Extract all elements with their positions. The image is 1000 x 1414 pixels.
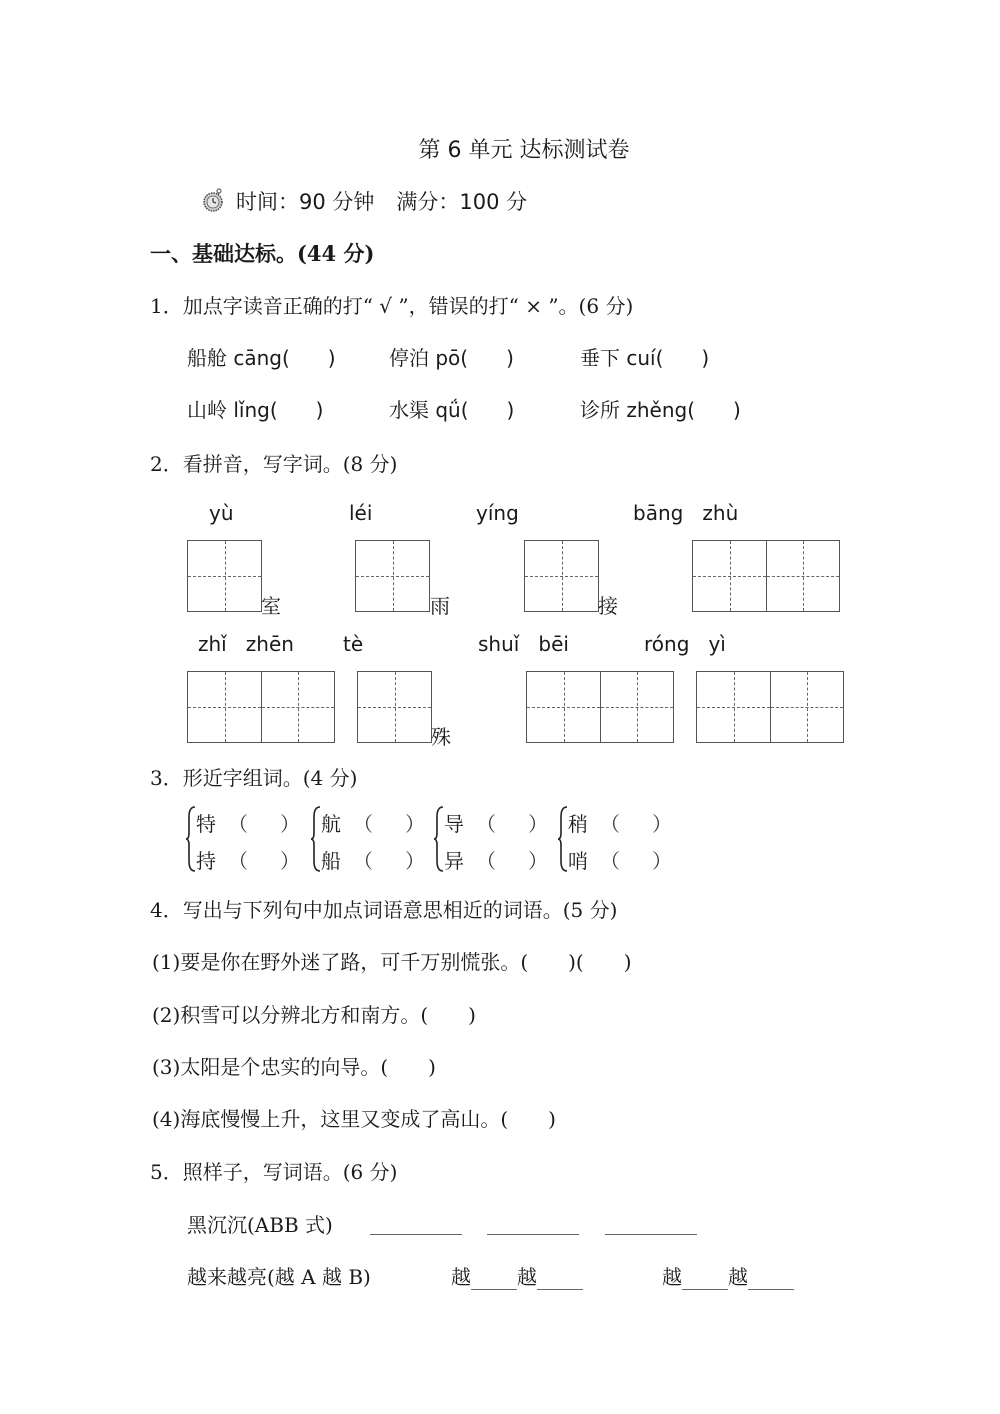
brace-icon [434,805,444,873]
pinyin-label: yù [209,501,234,525]
word-suffix: 室 [261,594,281,618]
pinyin-label: zhǐ zhēn [198,632,294,656]
pinyin-label: léi [349,501,373,525]
pinyin-label: bāng zhù [633,501,739,525]
q5-example-abb: 黑沉沉(ABB 式) [187,1213,333,1237]
answer-blank[interactable] [370,1212,462,1235]
q4-item: (4)海底慢慢上升，这里又变成了高山。( ) [152,1107,556,1131]
word-suffix: 殊 [431,725,451,749]
pinyin-label: róng yì [644,632,726,656]
q4-item: (1)要是你在野外迷了路，可千万别慌张。( )( ) [152,950,632,974]
answer-blank[interactable] [748,1267,794,1290]
brace-icon [558,805,568,873]
q5-yue-pattern: 越 越 [451,1261,583,1290]
pinyin-label: shuǐ bēi [478,632,569,656]
q4-prompt: 4．写出与下列句中加点词语意思相近的词语。(5 分) [150,898,618,922]
page-title: 第 6 单元 达标测试卷 [418,138,630,163]
q5-yue-pattern: 越 越 [662,1261,794,1290]
q1-item: 垂下 cuí( ) [580,346,710,370]
q1-item: 山岭 lǐng( ) [187,398,324,422]
q1-item: 停泊 pō( ) [389,346,514,370]
q5-prompt: 5．照样子，写词语。(6 分) [150,1160,398,1184]
writing-grid[interactable] [526,671,674,743]
writing-grid[interactable] [187,671,335,743]
time-label: 时间：90 分钟 [236,190,375,214]
writing-grid[interactable] [692,540,840,612]
writing-grid[interactable] [187,540,262,612]
q5-example-yue: 越来越亮(越 A 越 B) [187,1265,371,1289]
word-suffix: 雨 [430,594,450,618]
q4-item: (2)积雪可以分辨北方和南方。( ) [152,1003,476,1027]
pinyin-label: tè [343,632,364,656]
answer-blank[interactable] [471,1267,517,1290]
brace-icon [311,805,321,873]
brace-icon [186,805,196,873]
q1-item: 水渠 qǘ( ) [389,398,515,422]
section-heading: 一、基础达标。(44 分) [150,241,375,266]
q1-item: 船舱 cāng( ) [187,346,336,370]
answer-blank[interactable] [487,1212,579,1235]
q3-prompt: 3．形近字组词。(4 分) [150,766,358,790]
writing-grid[interactable] [357,671,432,743]
word-suffix: 接 [598,594,618,618]
score-label: 满分：100 分 [396,190,528,214]
writing-grid[interactable] [355,540,430,612]
q4-item: (3)太阳是个忠实的向导。( ) [152,1055,436,1079]
alarm-clock-icon [200,187,226,213]
pinyin-label: yíng [476,501,519,525]
exam-meta [200,186,527,216]
q1-item: 诊所 zhěng( ) [580,398,741,422]
writing-grid[interactable] [524,540,599,612]
q1-prompt: 1．加点字读音正确的打“ √ ”，错误的打“ × ”。(6 分) [150,294,634,318]
answer-blank[interactable] [605,1212,697,1235]
q2-prompt: 2．看拼音，写字词。(8 分) [150,452,398,476]
answer-blank[interactable] [682,1267,728,1290]
answer-blank[interactable] [537,1267,583,1290]
writing-grid[interactable] [696,671,844,743]
